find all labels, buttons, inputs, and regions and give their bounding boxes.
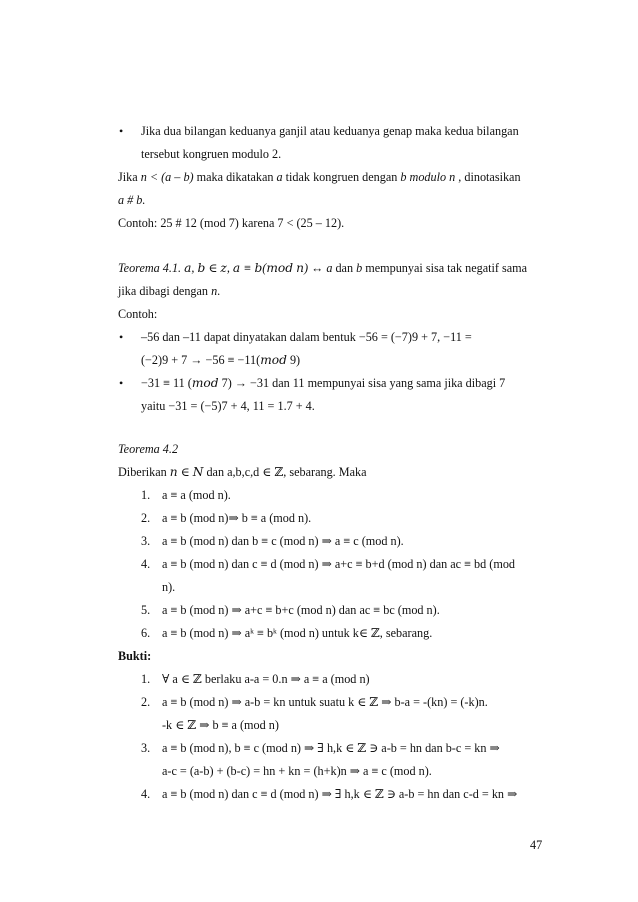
theorem-4-1-line-2 [118,283,220,299]
theorem-item-number: 1. [141,488,151,502]
definition-notation: a # b. [118,193,146,207]
def-text-4: a [276,170,283,184]
theorem-4-1-label: Teorema 4.1. 𝑎, 𝑏 ∈ 𝑧, 𝑎 ≡ 𝑏(𝑚𝑜𝑑 𝑛) ↔ [118,261,327,275]
theorem-item: a ≡ b (mod n) dan c ≡ d (mod n) ⇒ a+c ≡ b+d (mod n) dan ac ≡ bd (mod [162,557,516,571]
bullet-marker: • [119,376,124,390]
theorem-4-1-t1: a [326,261,333,275]
theorem-4-1-l2c: . [217,284,221,298]
example-bullet-1-line-1: –56 dan –11 dapat dinyatakan dalam bentuk −56 = (−7)9 + 7, −11 = [141,330,472,344]
theorem-item-number: 3. [141,534,151,548]
bullet-marker: • [119,330,124,344]
proof-item-number: 3. [141,741,151,755]
def-text-7: , dinotasikan [455,170,521,184]
bullet-marker: • [119,124,124,138]
def-text-1: Jika [118,170,141,184]
example-1: Contoh: 25 # 12 (mod 7) karena 7 < (25 – 12). [118,216,345,230]
proof-item-number: 1. [141,672,151,686]
theorem-item-number: 4. [141,557,151,571]
theorem-4-1-l2a: jika dibagi dengan [118,284,212,298]
proof-line: -k ∈ ℤ ⇒ b ≡ a (mod n) [162,718,279,732]
def-text-3: maka dikatakan [193,170,277,184]
theorem-item: a ≡ b (mod n) dan b ≡ c (mod n) ⇒ a ≡ c (mod n). [162,534,404,548]
theorem-item: a ≡ b (mod n)⇒ b ≡ a (mod n). [162,511,312,525]
proof-item-number: 4. [141,787,151,801]
theorem-4-2-title: Teorema 4.2 [118,442,179,456]
proof-title: Bukti: [118,649,152,663]
def-text-2: n < (a – b) [140,170,194,184]
theorem-item: a ≡ a (mod n). [162,488,231,502]
proof-line: a ≡ b (mod n) dan c ≡ d (mod n) ⇒ ∃ h,k ∈ ℤ ∋ a-b = hn dan c-d = kn ⇒ [162,787,518,801]
def-text-5: tidak kongruen dengan [282,170,401,184]
theorem-4-1-line-1 [118,260,527,276]
contoh-label: Contoh: [118,307,158,321]
theorem-item: a ≡ b (mod n) ⇒ aᵏ ≡ bᵏ (mod n) untuk k∈ ℤ, sebarang. [162,626,433,640]
theorem-item-continuation: n). [162,580,176,594]
theorem-item: a ≡ b (mod n) ⇒ a+c ≡ b+c (mod n) dan ac ≡ bc (mod n). [162,603,440,617]
example-bullet-2-line-1: −31 ≡ 11 (𝑚𝑜𝑑 7) → −31 dan 11 mempunyai sisa yang sama jika dibagi 7 [141,376,506,390]
page-number: 47 [530,838,543,852]
theorem-4-1-t2: dan [332,261,357,275]
intro-bullet-line-1: Jika dua bilangan keduanya ganjil atau keduanya genap maka kedua bilangan [141,124,519,138]
theorem-item-number: 6. [141,626,151,640]
proof-line: ∀ a ∈ ℤ berlaku a-a = 0.n ⇒ a ≡ a (mod n) [162,672,370,686]
proof-line: a ≡ b (mod n), b ≡ c (mod n) ⇒ ∃ h,k ∈ ℤ ∋ a-b = hn dan b-c = kn ⇒ [162,741,500,755]
proof-line: a ≡ b (mod n) ⇒ a-b = kn untuk suatu k ∈ ℤ ⇒ b-a = -(kn) = (-k)n. [162,695,488,709]
theorem-4-2-intro: Diberikan 𝑛 ∈ 𝑁 dan a,b,c,d ∈ ℤ, sebarang. Maka [118,465,367,479]
intro-bullet-line-2: tersebut kongruen modulo 2. [141,147,282,161]
example-bullet-1-line-2: (−2)9 + 7 → −56 ≡ −11(𝑚𝑜𝑑 9) [141,353,301,367]
theorem-4-1-l2b: n [211,284,218,298]
def-text-6: b modulo n [400,170,456,184]
theorem-item-number: 2. [141,511,151,525]
proof-line: a-c = (a-b) + (b-c) = hn + kn = (h+k)n ⇒ a ≡ c (mod n). [162,764,432,778]
proof-item-number: 2. [141,695,151,709]
theorem-item-number: 5. [141,603,151,617]
definition-line [118,169,521,185]
theorem-4-1-t3: b [356,261,363,275]
theorem-4-1-t4: mempunyai sisa tak negatif sama [362,261,528,275]
example-bullet-2-line-2: yaitu −31 = (−5)7 + 4, 11 = 1.7 + 4. [141,399,315,413]
